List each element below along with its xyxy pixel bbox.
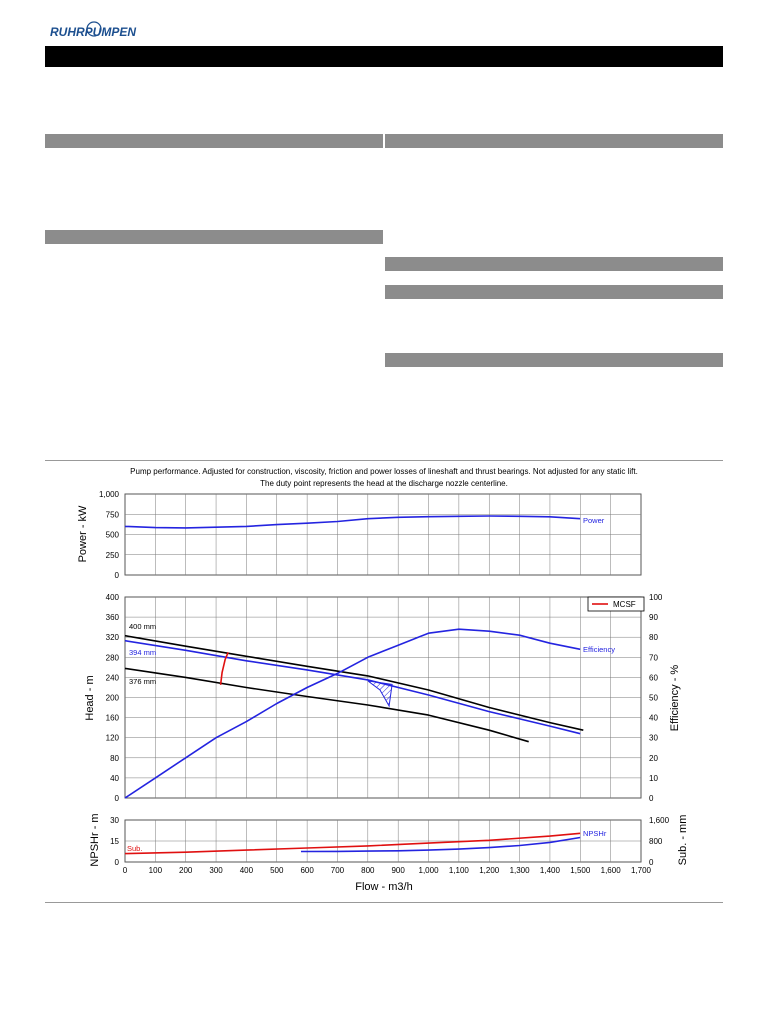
chart-note-line1: Pump performance. Adjusted for construction, viscosity, friction and power losses of lineshaft and thrust bearings. Not adjusted for any static lift. [130, 467, 638, 476]
npshr-y2label: Sub. - mm [677, 814, 689, 866]
efficiency-label: Efficiency [583, 645, 615, 654]
logo-text: RUHRPUMPEN [50, 25, 137, 39]
x-tick-label: 1,100 [448, 866, 469, 875]
head-y2tick-label: 10 [649, 773, 658, 783]
head-ytick-label: 320 [105, 633, 119, 643]
x-tick-label: 1,300 [509, 866, 530, 875]
npshr-ylabel: NPSHr - m [89, 813, 101, 867]
head-ytick-label: 40 [110, 773, 119, 783]
power-label: Power [583, 516, 605, 525]
head-ytick-label: 200 [105, 693, 119, 703]
npshr-y2tick-label: 800 [649, 837, 663, 846]
npshr-ytick-label: 0 [114, 858, 119, 867]
x-tick-label: 600 [300, 866, 314, 875]
head-ytick-label: 400 [105, 593, 119, 602]
npshr-label: NPSHr [583, 829, 607, 838]
npshr-y2tick-label: 0 [649, 858, 654, 867]
head-y2tick-label: 30 [649, 733, 658, 743]
x-tick-label: 400 [239, 866, 254, 875]
head-y2tick-label: 0 [649, 794, 654, 803]
head-ytick-label: 160 [105, 713, 119, 723]
x-tick-label: 1,600 [600, 866, 621, 875]
head-ylabel: Head - m [84, 675, 96, 721]
x-tick-label: 200 [179, 866, 193, 875]
x-tick-label: 100 [148, 866, 163, 875]
power-ytick-label: 750 [105, 510, 119, 520]
head-y2label: Efficiency - % [669, 664, 681, 732]
power-ytick-label: 250 [105, 550, 119, 560]
head-ytick-label: 240 [105, 673, 119, 683]
curve-label-376: 376 mm [129, 677, 157, 686]
x-tick-label: 1,200 [479, 866, 500, 875]
x-tick-label: 900 [391, 866, 405, 875]
legend [588, 597, 644, 611]
x-tick-label: 800 [361, 866, 375, 875]
head-y2tick-label: 50 [649, 693, 658, 703]
head-y2tick-label: 20 [649, 753, 658, 763]
sub-label: Sub. [127, 844, 143, 853]
curve-label-400: 400 mm [129, 622, 157, 631]
head-y2tick-label: 60 [649, 673, 658, 683]
curve-label-394: 394 mm [129, 648, 157, 657]
x-tick-label: 700 [330, 866, 345, 875]
power-ytick-label: 0 [114, 571, 119, 580]
head-y2tick-label: 90 [649, 613, 658, 623]
head-y2tick-label: 80 [649, 633, 658, 643]
head-ytick-label: 280 [105, 653, 119, 663]
x-tick-label: 1,000 [418, 866, 439, 875]
head-y2tick-label: 70 [649, 653, 658, 663]
head-ytick-label: 80 [110, 753, 119, 763]
head-ytick-label: 120 [105, 733, 119, 743]
legend-mcsf: MCSF [613, 600, 636, 609]
power-ytick-label: 1,000 [98, 490, 119, 499]
head-panel [106, 593, 663, 803]
npshr-y2tick-label: 1,600 [649, 816, 670, 825]
x-tick-label: 500 [270, 866, 284, 875]
power-panel [99, 490, 641, 580]
x-tick-label: 0 [122, 866, 128, 875]
x-tick-label: 1,500 [570, 866, 591, 875]
x-axis-label: Flow - m3/h [355, 881, 413, 893]
head-y2tick-label: 40 [649, 713, 658, 723]
x-tick-label: 300 [209, 866, 223, 875]
head-y2tick-label: 100 [649, 593, 663, 602]
npshr-panel [110, 816, 669, 875]
npshr-ytick-label: 15 [110, 837, 119, 846]
head-ytick-label: 360 [105, 613, 119, 623]
power-ylabel: Power - kW [77, 505, 89, 563]
npshr-ytick-label: 30 [110, 816, 119, 825]
power-ytick-label: 500 [105, 530, 119, 540]
head-ytick-label: 0 [114, 794, 119, 803]
chart-note-line2: The duty point represents the head at the discharge nozzle centerline. [260, 479, 508, 488]
x-tick-label: 1,400 [539, 866, 560, 875]
x-tick-label: 1,700 [630, 866, 652, 875]
